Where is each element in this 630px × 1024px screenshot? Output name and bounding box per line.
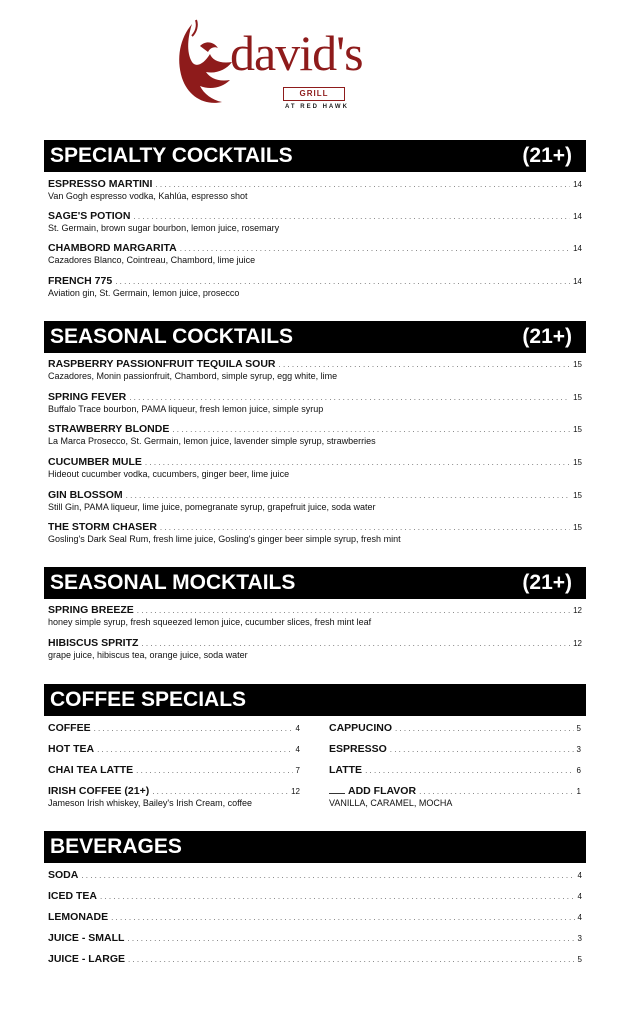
item-name: LEMONADE <box>48 911 109 923</box>
age-restriction: (21+) <box>522 144 572 167</box>
item-price: 4 <box>577 892 582 901</box>
item-description: VANILLA, CARAMEL, MOCHA <box>329 798 453 808</box>
item-name: SPRING BREEZE <box>48 604 134 616</box>
item-description: honey simple syrup, fresh squeezed lemon juice, cucumber slices, fresh mint leaf <box>48 617 372 627</box>
logo-grill-badge: GRILL <box>283 87 345 101</box>
item-price: 12 <box>291 787 300 796</box>
item-price: 14 <box>573 277 582 286</box>
section-title: COFFEE SPECIALS <box>50 688 247 711</box>
item-price: 14 <box>573 244 582 253</box>
menu-item <box>48 953 582 979</box>
section-header-coffee-specials <box>44 684 586 716</box>
item-price: 15 <box>573 458 582 467</box>
item-name: ICED TEA <box>48 890 98 902</box>
item-name: RASPBERRY PASSIONFRUIT TEQUILA SOUR <box>48 358 276 370</box>
menu-item <box>48 489 582 515</box>
menu-item <box>48 604 582 630</box>
item-description: Van Gogh espresso vodka, Kahlúa, espresso shot <box>48 191 248 201</box>
leader-dots <box>395 724 574 733</box>
item-description: Gosling's Dark Seal Rum, fresh lime juice, Gosling's ginger beer simple syrup, fresh mint <box>48 534 401 544</box>
leader-dots <box>419 787 573 796</box>
item-name: ADD FLAVOR <box>348 785 417 797</box>
leader-dots <box>128 955 575 964</box>
item-name: JUICE - LARGE <box>48 953 126 965</box>
leader-dots <box>115 277 570 286</box>
leader-dots <box>137 606 570 615</box>
item-price: 5 <box>577 955 582 964</box>
section-title: BEVERAGES <box>50 835 182 858</box>
item-name: COFFEE <box>48 722 91 734</box>
item-description: Jameson Irish whiskey, Bailey's Irish Cream, coffee <box>48 798 252 808</box>
item-price: 15 <box>573 393 582 402</box>
item-description: Hideout cucumber vodka, cucumbers, ginger beer, lime juice <box>48 469 290 479</box>
addon-rule <box>329 793 345 794</box>
section-header-seasonal-cocktails <box>44 321 586 353</box>
menu-item <box>48 178 582 204</box>
item-price: 14 <box>573 180 582 189</box>
item-price: 3 <box>577 934 582 943</box>
leader-dots <box>155 180 570 189</box>
item-name: THE STORM CHASER <box>48 521 157 533</box>
item-price: 15 <box>573 360 582 369</box>
item-name: SAGE'S POTION <box>48 210 131 222</box>
menu-item <box>48 637 582 663</box>
item-description: grape juice, hibiscus tea, orange juice, soda water <box>48 650 248 660</box>
item-price: 4 <box>295 724 300 733</box>
leader-dots <box>127 934 574 943</box>
menu-item-add-flavor <box>329 785 581 811</box>
section-title: SEASONAL MOCKTAILS <box>50 571 296 594</box>
leader-dots <box>180 244 570 253</box>
item-name: HOT TEA <box>48 743 95 755</box>
item-name: SODA <box>48 869 79 881</box>
item-price: 15 <box>573 425 582 434</box>
section-title: SEASONAL COCKTAILS <box>50 325 294 348</box>
item-name: CHAMBORD MARGARITA <box>48 242 177 254</box>
item-price: 1 <box>576 787 581 796</box>
item-name: HIBISCUS SPRITZ <box>48 637 139 649</box>
item-name: SPRING FEVER <box>48 391 127 403</box>
item-price: 15 <box>573 523 582 532</box>
item-price: 12 <box>573 606 582 615</box>
leader-dots <box>136 766 292 775</box>
item-price: 15 <box>573 491 582 500</box>
item-name: CUCUMBER MULE <box>48 456 142 468</box>
leader-dots <box>133 212 570 221</box>
leader-dots <box>365 766 573 775</box>
logo-name: david's <box>230 25 363 81</box>
item-price: 14 <box>573 212 582 221</box>
item-description: La Marca Prosecco, St. Germain, lemon juice, lavender simple syrup, strawberries <box>48 436 376 446</box>
item-description: Still Gin, PAMA liqueur, lime juice, pomegranate syrup, grapefruit juice, soda water <box>48 502 376 512</box>
item-name: GIN BLOSSOM <box>48 489 123 501</box>
item-name: CHAI TEA LATTE <box>48 764 134 776</box>
item-description: Buffalo Trace bourbon, PAMA liqueur, fresh lemon juice, simple syrup <box>48 404 324 414</box>
item-price: 6 <box>576 766 581 775</box>
menu-item <box>48 242 582 268</box>
item-price: 4 <box>295 745 300 754</box>
leader-dots <box>152 787 288 796</box>
age-restriction: (21+) <box>522 571 572 594</box>
item-description: St. Germain, brown sugar bourbon, lemon juice, rosemary <box>48 223 280 233</box>
brand-logo <box>170 16 385 116</box>
leader-dots <box>100 892 575 901</box>
section-header-specialty-cocktails <box>44 140 586 172</box>
leader-dots <box>160 523 570 532</box>
item-description: Aviation gin, St. Germain, lemon juice, prosecco <box>48 288 240 298</box>
item-name: STRAWBERRY BLONDE <box>48 423 170 435</box>
item-name: CAPPUCINO <box>329 722 393 734</box>
item-price: 7 <box>295 766 300 775</box>
menu-item <box>48 391 582 417</box>
leader-dots <box>94 724 293 733</box>
menu-item <box>48 358 582 384</box>
menu-item <box>48 785 300 825</box>
menu-item <box>48 210 582 236</box>
item-name: LATTE <box>329 764 363 776</box>
item-name: ESPRESSO <box>329 743 387 755</box>
logo-tagline: AT RED HAWK <box>285 104 349 110</box>
item-price: 3 <box>576 745 581 754</box>
item-name: IRISH COFFEE (21+) <box>48 785 150 797</box>
menu-item <box>48 423 582 449</box>
leader-dots <box>111 913 574 922</box>
section-header-seasonal-mocktails <box>44 567 586 599</box>
leader-dots <box>81 871 574 880</box>
item-price: 5 <box>576 724 581 733</box>
menu-item <box>48 456 582 482</box>
item-description: Cazadores, Monin passionfruit, Chambord, simple syrup, egg white, lime <box>48 371 338 381</box>
leader-dots <box>279 360 571 369</box>
menu-item <box>48 275 582 301</box>
leader-dots <box>390 745 574 754</box>
leader-dots <box>172 425 570 434</box>
item-description: Cazadores Blanco, Cointreau, Chambord, lime juice <box>48 255 256 265</box>
item-price: 4 <box>577 871 582 880</box>
item-name: ESPRESSO MARTINI <box>48 178 153 190</box>
item-name: FRENCH 775 <box>48 275 113 287</box>
leader-dots <box>145 458 570 467</box>
item-name: JUICE - SMALL <box>48 932 125 944</box>
item-price: 12 <box>573 639 582 648</box>
leader-dots <box>97 745 292 754</box>
section-header-beverages <box>44 831 586 863</box>
leader-dots <box>129 393 570 402</box>
leader-dots <box>126 491 570 500</box>
menu-item <box>48 521 582 547</box>
item-price: 4 <box>577 913 582 922</box>
age-restriction: (21+) <box>522 325 572 348</box>
section-title: SPECIALTY COCKTAILS <box>50 144 293 167</box>
leader-dots <box>141 639 570 648</box>
